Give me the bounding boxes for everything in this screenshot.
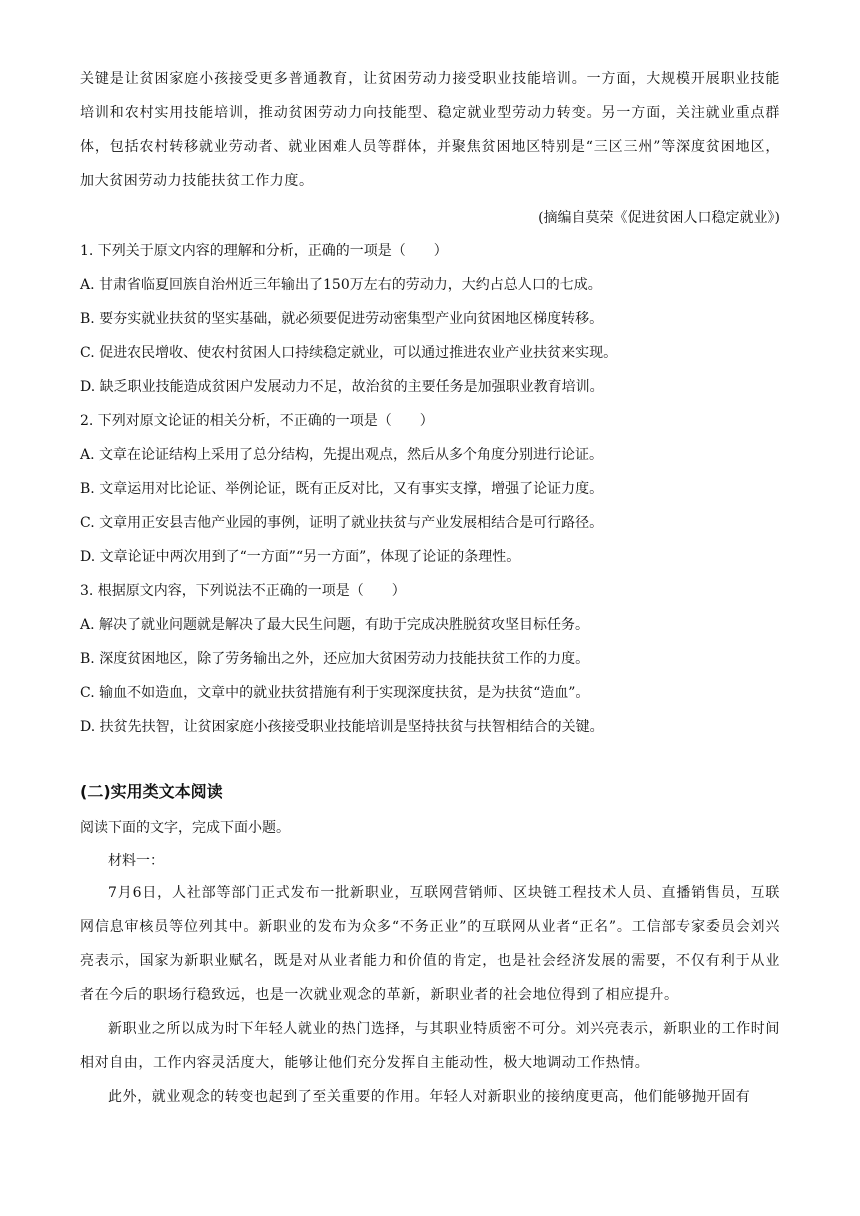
question-1-option-d: D. 缺乏职业技能造成贫困户发展动力不足，故治贫的主要任务是加强职业教育培训。 <box>80 379 604 395</box>
question-1-option-c: C. 促进农民增收、使农村贫困人口持续稳定就业，可以通过推进农业产业扶贫来实现。 <box>80 345 618 361</box>
question-3-option-b: B. 深度贫困地区，除了劳务输出之外，还应加大贫困劳动力技能扶贫工作的力度。 <box>80 651 590 667</box>
material-paragraph-2: 新职业之所以成为时下年轻人就业的热门选择，与其职业特质密不可分。刘兴亮表示，新职业的工作时间相对自由，工作内容灵活度大，能够让他们充分发挥自主能动性，极大地调动工作热情。 <box>80 1021 780 1071</box>
question-3-option-c: C. 输血不如造血，文章中的就业扶贫措施有利于实现深度扶贫，是为扶贫“造血”。 <box>80 685 590 701</box>
question-3-stem: 3. 根据原文内容，下列说法不正确的一项是（ ） <box>80 583 406 599</box>
top-paragraph: 关键是让贫困家庭小孩接受更多普通教育，让贫困劳动力接受职业技能培训。一方面，大规模开展职业技能培训和农村实用技能培训，推动贫困劳动力向技能型、稳定就业型劳动力转变。另一方面，关注就业重点群体，包括农村转移就业劳动者、就业困难人员等群体，并聚焦贫困地区特别是“三区三州”等深度贫困地区，加大贫困劳动力技能扶贫工作力度。 <box>80 71 780 189</box>
material-label: 材料一： <box>108 853 164 869</box>
material-paragraph-3: 此外，就业观念的转变也起到了至关重要的作用。年轻人对新职业的接纳度更高，他们能够抛开固有 <box>108 1089 751 1105</box>
question-3-option-a: A. 解决了就业问题就是解决了最大民生问题，有助于完成决胜脱贫攻坚目标任务。 <box>80 617 590 633</box>
reading-instruction: 阅读下面的文字，完成下面小题。 <box>80 820 290 836</box>
question-2-option-c: C. 文章用正安县吉他产业园的事例，证明了就业扶贫与产业发展相结合是可行路径。 <box>80 515 604 531</box>
source-citation: (摘编自莫荣《促进贫困人口稳定就业》) <box>538 210 780 226</box>
question-1-stem: 1. 下列关于原文内容的理解和分析，正确的一项是（ ） <box>80 243 448 259</box>
section-heading: (二)实用类文本阅读 <box>80 782 223 801</box>
question-1-option-a: A. 甘肃省临夏回族自治州近三年输出了150万左右的劳动力，大约占总人口的七成。 <box>80 277 602 293</box>
material-paragraph-1: 7月6日，人社部等部门正式发布一批新职业，互联网营销师、区块链工程技术人员、直播销售员，互联网信息审核员等位列其中。新职业的发布为众多“不务正业”的互联网从业者“正名”。工信部专家委员会刘兴亮表示，国家为新职业赋名，既是对从业者能力和价值的肯定，也是社会经济发展的需要，不仅有利于从业者在今后的职场行稳致远，也是一次就业观念的革新，新职业者的社会地位得到了相应提升。 <box>80 885 780 1003</box>
question-2-option-b: B. 文章运用对比论证、举例论证，既有正反对比，又有事实支撑，增强了论证力度。 <box>80 481 604 497</box>
question-2-stem: 2. 下列对原文论证的相关分析，不正确的一项是（ ） <box>80 413 434 429</box>
question-3-option-d: D. 扶贫先扶智，让贫困家庭小孩接受职业技能培训是坚持扶贫与扶智相结合的关键。 <box>80 719 604 735</box>
question-1-option-b: B. 要夯实就业扶贫的坚实基础，就必须要促进劳动密集型产业向贫困地区梯度转移。 <box>80 311 604 327</box>
question-2-option-d: D. 文章论证中两次用到了“一方面”“另一方面”，体现了论证的条理性。 <box>80 549 521 565</box>
question-2-option-a: A. 文章在论证结构上采用了总分结构，先提出观点，然后从多个角度分别进行论证。 <box>80 447 604 463</box>
